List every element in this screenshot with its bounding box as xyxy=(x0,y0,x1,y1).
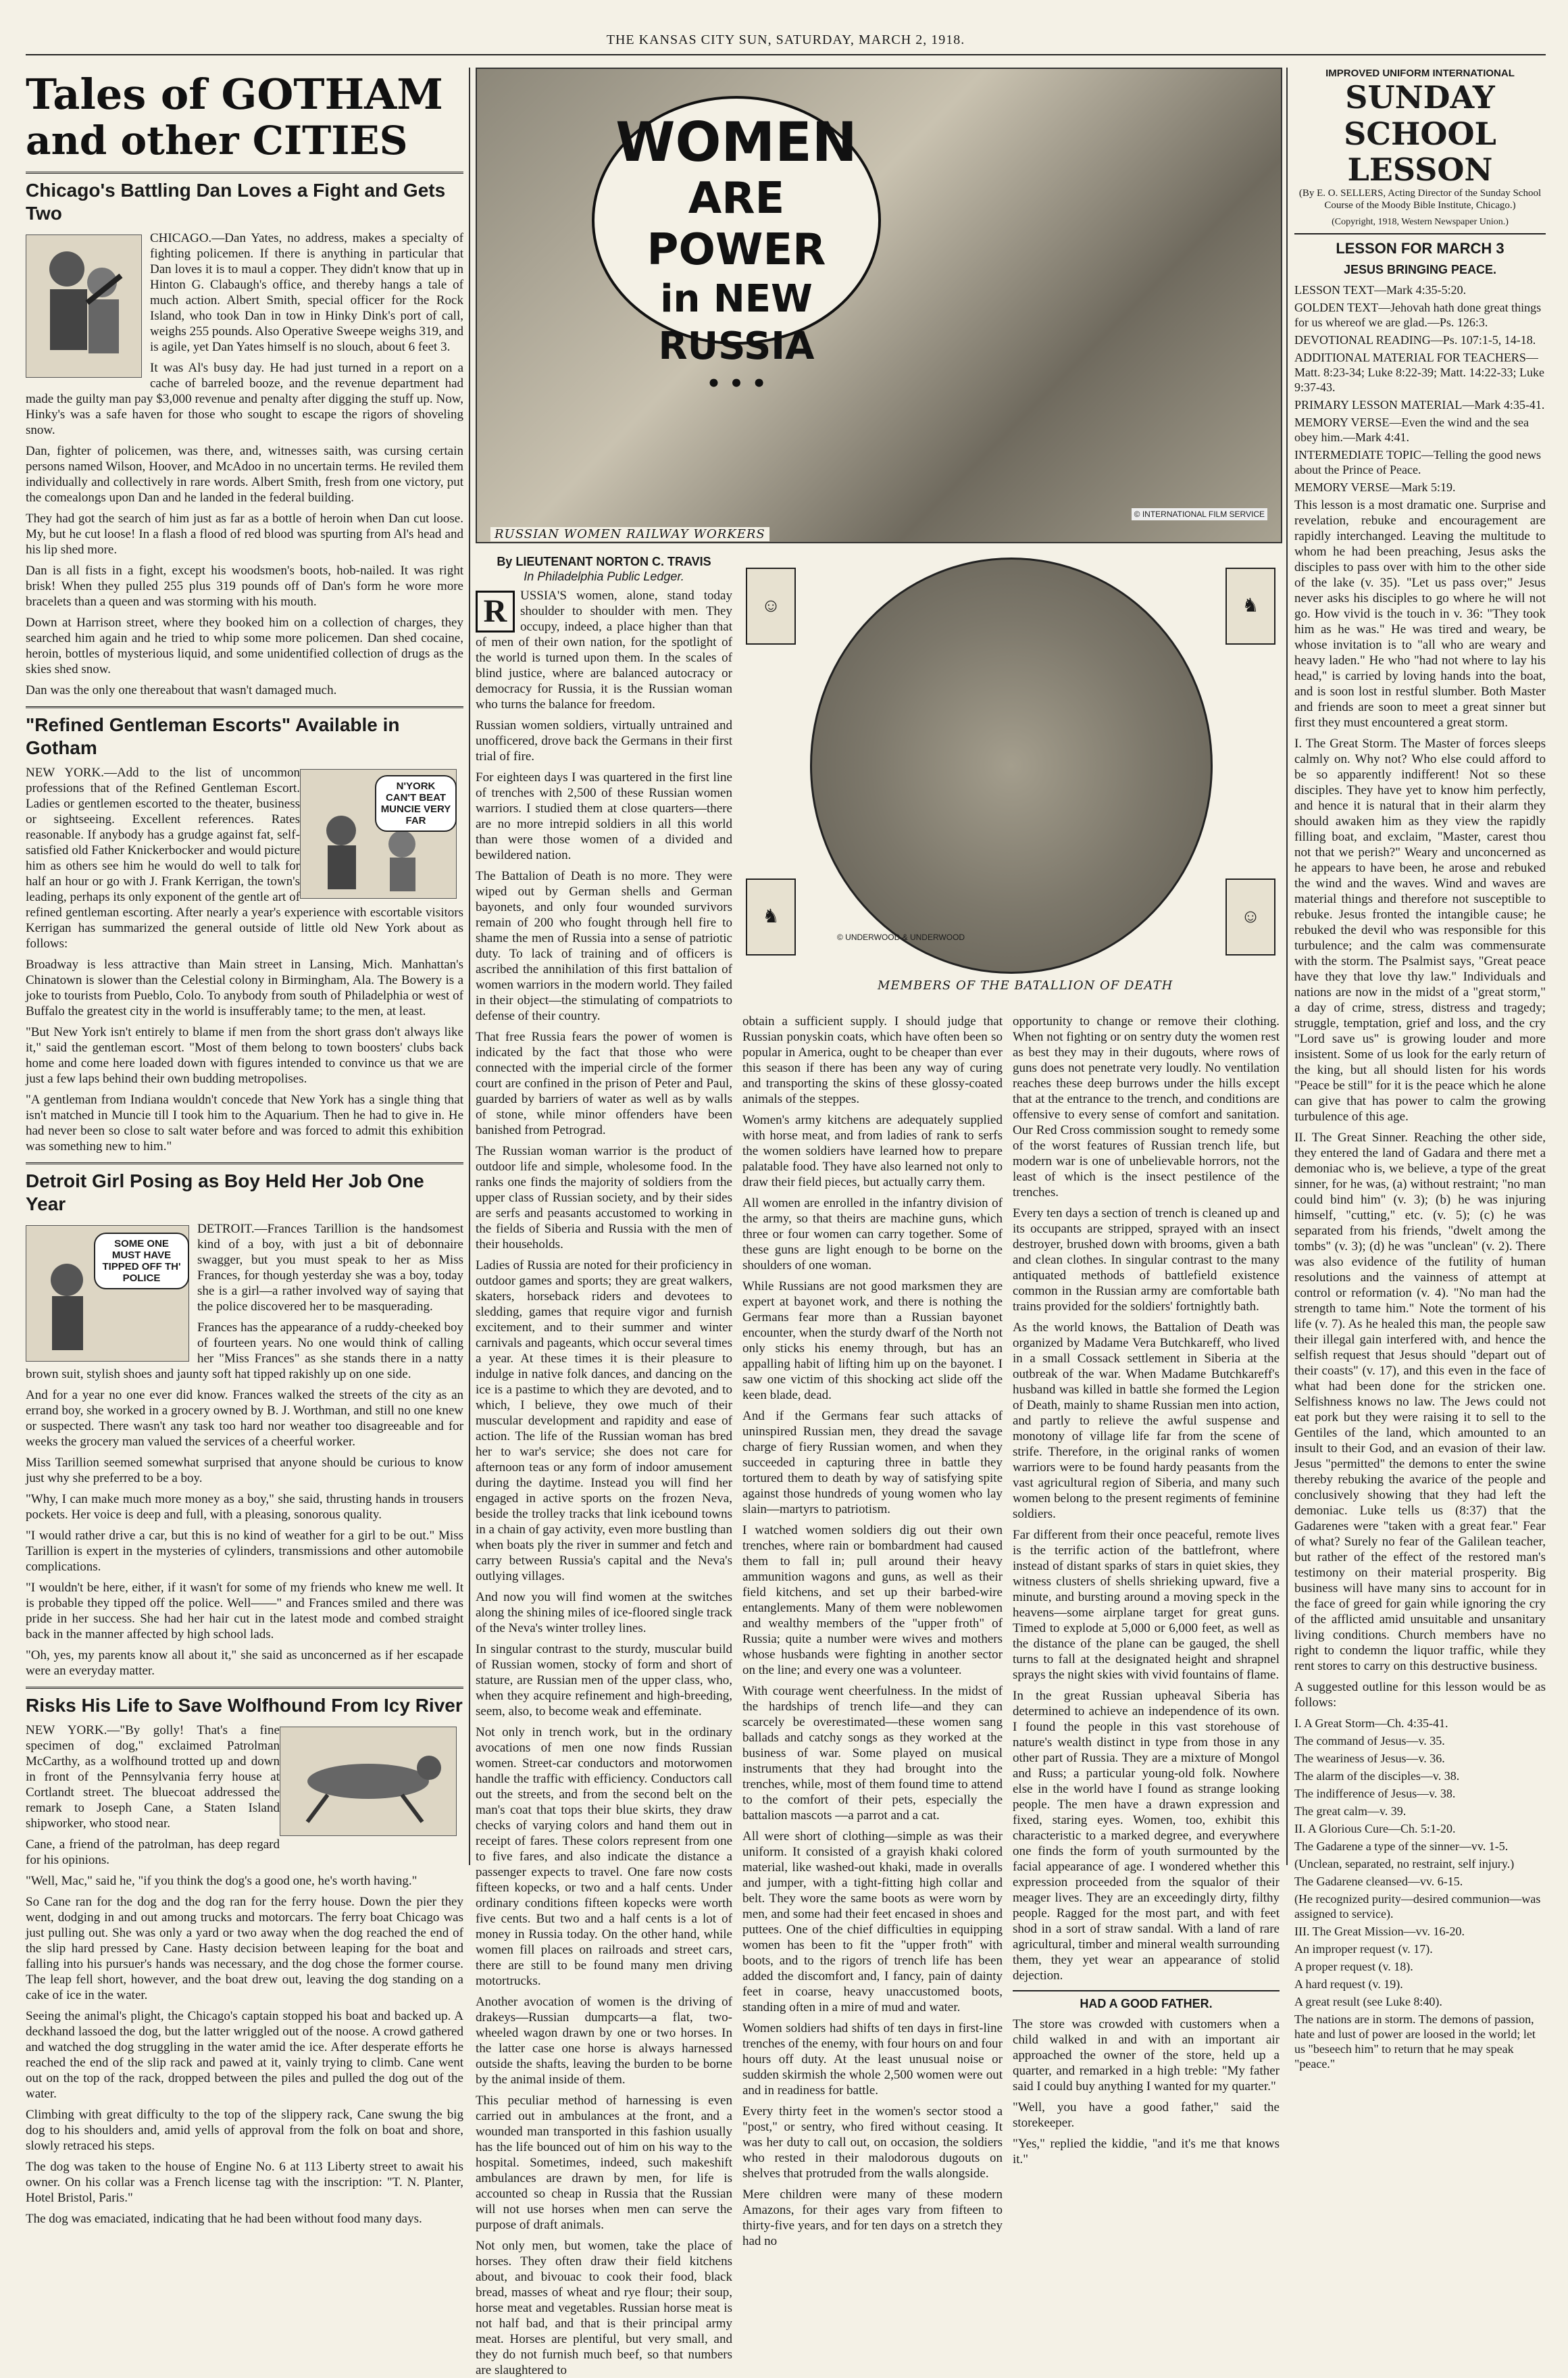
sunday-school-title: SUNDAY SCHOOL xyxy=(1344,79,1496,152)
russia-article-col1 xyxy=(476,554,732,2377)
article-paragraph: The Battalion of Death is no more. They were wiped out by German shells and German bayonets, and only four wounded survivors remain of 200 who fought through hell fire to shame the men of Russia into a sense of patriotic duty. To lack of training and of officers is ascribed the annihilation of this first battalion of women warriors in the modern world. They failed in their object—the stimulating of compatriots to defense of their country. xyxy=(476,869,732,1023)
story-paragraph: "A gentleman from Indiana wouldn't concede that New York has a single thing that isn't matched in Muncie till I took him to the Aquarium. Then he had to give in. He had never been so close to salt water before and was forced to admit this exhibition was something new to him." xyxy=(26,1093,463,1154)
story-detroit xyxy=(26,1162,463,1679)
lesson-text: GOLDEN TEXT—Jehovah hath done great things for us whereof we are glad.—Ps. 126:3. xyxy=(1294,301,1542,329)
newspaper-page xyxy=(26,27,1546,2377)
article-paragraph: And now you will find women at the switches along the shining miles of ice-floored single track of the Neva's winter trolley lines. xyxy=(476,1590,732,1635)
story-paragraph: Cane, a friend of the patrolman, has deep regard for his opinions. xyxy=(26,1837,280,1867)
story-escorts xyxy=(26,706,463,1154)
article-paragraph: For eighteen days I was quartered in the first line of trenches with 2,500 of these Russian women warriors. I studied them at close quarters—there are no more intrepid soldiers in all this world than were those women of a divided and bewildered nation. xyxy=(476,770,732,862)
story-paragraph: So Cane ran for the dog and the dog ran for the ferry house. Down the pier they went, dodging in and out among trucks and motorcars. The ferry boat Chicago was just pulling out. She was only a yard or two away when the dog reached the end of the slip hard pressed by Cane. Hasty decision between leaping for the boat and falling into his pursuer's hands was necessary, and the dog chose the former course. The leap fell short, however, and the boat drew out, leaving the dog standing on a cake of ice in the water. xyxy=(26,1895,463,2002)
dog-cartoon xyxy=(280,1727,457,1836)
lesson-outline xyxy=(1294,1716,1546,2071)
russia-feature xyxy=(476,68,1280,2377)
story-paragraph: "But New York isn't entirely to blame if men from the short grass don't always like it," said the gentleman escort. "Most of them belong to town boosters' clubs back home and come here loaded down with figures intended to convince us that we are just a few laps behind their own budding metropolises. xyxy=(26,1025,463,1086)
feature-title xyxy=(592,96,881,397)
boy-cartoon xyxy=(26,1225,189,1362)
article-paragraph: I watched women soldiers dig out their own trenches, where rain or bombardment had caused them to fall in; pull around their heavy ammunition wagons and guns, as well as their field kitchens, and set up their barbed-wire entanglements. Many of them were noblewomen and wealthy members of the "upper froth" of Russia; quite a number were wives and mothers whose husbands were fighting in another sector on the line; and every one was a volunteer. xyxy=(742,1523,1003,1677)
story-headline: "Refined Gentleman Escorts" Available in Gotham xyxy=(26,706,463,760)
good-father-paragraph: "Well, you have a good father," said the storekeeper. xyxy=(1013,2100,1280,2130)
story-paragraph: NEW YORK.—Add to the list of uncommon professions that of the Refined Gentleman Escort. Ladies or gentlemen escorted to the theater, business or sightseeing. Excellent references. Rates reasonable. If anybody has a grudge against fat, self-satisfied old Father Knickerbocker and would picture him as others see him he would do well to talk for half an hour or go with J. Frank Kerrigan, the town's leading, perhaps its only exponent of the gentle art of refined gentleman escorting. After nearly a year's experience with escortable visitors Kerrigan has summarized the general outside of little old New York about as follows: xyxy=(26,766,463,951)
article-paragraph: The Russian woman warrior is the product of outdoor life and simple, wholesome food. In the ranks one finds the majority of soldiers from the upper class of Russian society, and by their sides are serfs and peasants accustomed to working in the fields of Siberia and Russia with the men of their households. xyxy=(476,1144,732,1252)
story-paragraph: CHICAGO.—Dan Yates, no address, makes a specialty of fighting policemen. If there is anything in particular that Dan loves it is to maul a copper. They didn't know that up in Hinton G. Clabaugh's office, and thereby hangs a tale of much action. Albert Smith, special officer for the Rock Island, who took Dan in tow in Hinky Dink's port of call, weighs 255 pounds. Also Operative Sweepe weighs 319, and is agile, yet Dan Yates himself is no slouch, about 6 feet 3. xyxy=(150,231,463,354)
lesson-text: DEVOTIONAL READING—Ps. 107:1-5, 14-18. xyxy=(1294,333,1536,347)
story-paragraph: "I wouldn't be here, either, if it wasn't for some of my friends who knew me well. It is probable they tipped off the police. Well——" and Frances smiled and there was pride in her success. She had her hair cut in the latest mode and combed straight back in the manner affected by high school lads. xyxy=(26,1581,463,1641)
article-paragraph: Every ten days a section of trench is cleaned up and its occupants are stripped, sprayed with an insect destroyer, brushed down with brooms, given a bath and clean clothes. In singular contrast to the many antiquated methods of battlefield existence common in the Russian army are comfortable bath trains provided for the soldiers' fortnightly bath. xyxy=(1013,1206,1280,1314)
story-headline: Chicago's Battling Dan Loves a Fight and Gets Two xyxy=(26,172,463,225)
lesson-paragraph: II. The Great Sinner. Reaching the other side, they entered the land of Gadara and there met a demoniac who is, we believe, a type of the great sinner, for he was, (a) without restraint; "no man could bind him" (v. 3); (b) he was injuring himself, "cutting," etc. (v. 5); (c) he was separated from his friends, "dwelt among the tombs" (v. 3); (d) he was "unclean" (v. 2). There was also evidence of the futility of human resolutions and the vainness of attempt at control or reformation (v. 4). "No man had the strength to tame him." Note the torment of his life (v. 7). As he healed this man, the people saw their illegal gain interfered with, and hence the selfish request that Jesus should "depart out of their coasts" (v. 17), and this even in the face of what had been done for the stricken one. Selfishness knows no law. The Jews could not eat pork but they were raising it to sell to the Gentiles of the land, which amounted to an insult to their God, and an evasion of their law. Jesus "permitted" the demons to enter the swine thereby rebuking the avarice of the people and conclusively showing that they had left the demoniac. Luke tells us (8:37) that the Gadarenes were "taken with a great fear." Fear of what? Surely no fear of the Galilean teacher, but rather of the effect of the restored man's testimony on their material prosperity. Big business will have many sins to account for in the face of greed for gain while ignoring the cry of the afflicted amid unsuitable and unsanitary living conditions. Church members have no right to condemn the liquor traffic, while they rent stores to carry on this destructive business. xyxy=(1294,1131,1546,1673)
outline-item: II. A Glorious Cure—Ch. 5:1-20. xyxy=(1294,1822,1456,1835)
battalion-credit: © UNDERWOOD & UNDERWOOD xyxy=(837,933,965,942)
lesson-paragraph: I. The Great Storm. The Master of forces sleeps calmly on. Why not? Who else could afford to be so apparently indifferent! Not so these disciples. They have yet to know him perfectly, and hence it is natural that in their alarm they should awaken him as they view the rapidly filling boat, and exclaim, "Master, carest thou not that we perish?" Weary and unconcerned as he appears to have been, he arose and rebuked the wind and the waves. Wind and waves are material things and therefore not susceptible to rebuke. Jesus fronted the intangible cause; he rebuked the devil who was responsible for this turbulence; and the calm was commensurate with the storm. The Psalmist says, "Great peace have they that love thy law." Individuals and nations are now in the midst of a "great storm," a day of crime, stress, distress and tragedy; struggle, temptation, grief and loss, and the cry "Lord save us" is growing louder and more insistent. Some of us look for the early return of the king, but all should listen for his words "Peace be still" for it is the peace which he alone can give that has power to calm the growing turbulence of this age. xyxy=(1294,737,1546,1124)
lesson-text: INTERMEDIATE TOPIC—Telling the good news about the Prince of Peace. xyxy=(1294,448,1542,476)
story-paragraph: "Oh, yes, my parents know all about it," she said as unconcerned as if her escapade were an everyday matter. xyxy=(26,1648,463,1678)
speech-bubble: N'YORK CAN'T BEAT MUNCIE VERY FAR xyxy=(375,775,457,832)
gotham-column xyxy=(26,68,463,2226)
feature-title-line1: WOMEN xyxy=(615,111,857,174)
story-paragraph: Frances has the appearance of a ruddy-cheeked boy of fourteen years. No one would think of calling her "Miss Frances" as she stands there in a natty brown suit, stylish shoes and jaunty soft hat tipped rakishly up on one side. xyxy=(26,1320,463,1381)
article-paragraph: Not only in trench work, but in the ordinary avocations of men one now finds Russian women. Street-car conductors and motorwomen handle the traffic with efficiency. Conductors call out the streets, and from the second belt on the man's coat that tops their blue skirts, they draw checks of varying colors and hand them out in receipt of fares. These colors represent from one to five fares, and also indicate the distance a passenger expects to travel. One fare now costs fifteen kopecks, or two and a half cents. Under ordinary conditions fifteen kopecks were worth five cents. But two and a half cents is a lot of money in Russia today. On the other hand, while women fill places on railroads and street cars, there are still to be found many men driving motortrucks. xyxy=(476,1725,732,1988)
outline-item: (Unclean, separated, no restraint, self injury.) xyxy=(1294,1857,1515,1871)
gotham-title xyxy=(26,72,463,164)
lesson-text: MEMORY VERSE—Even the wind and the sea obey him.—Mark 4:41. xyxy=(1294,416,1529,444)
lesson-title: JESUS BRINGING PEACE. xyxy=(1343,263,1497,276)
fight-cartoon xyxy=(26,234,142,378)
good-father-story xyxy=(1013,1990,1280,2167)
story-headline: Risks His Life to Save Wolfhound From Icy River xyxy=(26,1687,463,1717)
story-paragraph: Dan, fighter of policemen, was there, and, witnesses saith, was cursing certain persons named Wilson, Hoover, and McAdoo in no uncertain terms. He reviled them individually and collectively in rare words. Albert Smith, fresh from one victory, put the comealongs upon Dan and he landed in the federal building. xyxy=(26,444,463,505)
good-father-paragraph: The store was crowded with customers when a child walked in and with an important air approached the owner of the store, held up a quarter, and remarked in a high treble: "My father said I could buy anything I wanted for my quarter." xyxy=(1013,2017,1280,2094)
article-paragraph: Mere children were many of these modern Amazons, for their ages vary from fifteen to thirty-five years, and for ten days on a stretch they had no xyxy=(742,2187,1003,2248)
outline-item: The Gadarene a type of the sinner—vv. 1-5. xyxy=(1294,1839,1509,1853)
outline-item: An improper request (v. 17). xyxy=(1294,1942,1433,1956)
outline-item: A great result (see Luke 8:40). xyxy=(1294,1995,1442,2008)
outline-item: The alarm of the disciples—v. 38. xyxy=(1294,1769,1460,1783)
article-paragraph: obtain a sufficient supply. I should judge that Russian ponyskin coats, which have often been so popular in America, ought to be cheaper than ever this season if there has been any way of curing and transporting the skins of these glossy-coated animals of the steppes. xyxy=(742,1014,1003,1106)
article-paragraph: Every thirty feet in the women's sector stood a "post," or sentry, who fired without ceasing. It was her duty to call out, on occasion, the soldiers who rested in their malodorous dugouts on shelves that protruded from the walls alongside. xyxy=(742,2104,1003,2181)
outline-item: III. The Great Mission—vv. 16-20. xyxy=(1294,1925,1465,1938)
railway-workers-photo xyxy=(476,68,1282,543)
russia-article-col2 xyxy=(742,1014,1003,2248)
lesson-text: LESSON TEXT—Mark 4:35-5:20. xyxy=(1294,283,1467,297)
column-rule xyxy=(469,68,470,1865)
lesson-text: ADDITIONAL MATERIAL FOR TEACHERS—Matt. 8:23-34; Luke 8:22-39; Matt. 14:22-33; Luke 9:37-43. xyxy=(1294,351,1544,394)
lesson-paragraph: This lesson is a most dramatic one. Surprise and revelation, rebuke and encouragement are rapidly interchanged. Leaving the multitude to whom he had been preaching, Jesus asks the disciples to pass over with him to the other side of the lake (v. 35). "Let us pass over;" Jesus never asks his disciples to go where he will not go. How vivid is the touch in v. 36: "They took him as he was." He was tired and weary, be whose invitation is to "all who are weary and heavy laden." He who "had not where to lay his head," is carried by loving hands into the boat, and is soon lost in restful slumber. Both Master and friends are soon to meet a great sinner but first they must encountered a great storm. xyxy=(1294,498,1546,730)
story-paragraph: And for a year no one ever did know. Frances walked the streets of the city as an errand boy, she worked in a grocery owned by B. J. Worthman, and still no one knew or suspected. There wasn't any task too hard nor weather too disagreeable and for weeks the grocery man valued the services of a cheerful worker. xyxy=(26,1388,463,1449)
battalion-caption: MEMBERS OF THE BATALLION OF DEATH xyxy=(878,979,1173,993)
story-paragraph: Dan is all fists in a fight, except his woodsmen's boots, hob-nailed. It was right brisk! When they pulled 255 plus 319 pounds off of Dan's form he wore more bracelets than a queen and was storming with his mouth. xyxy=(26,564,463,609)
story-paragraph: The dog was emaciated, indicating that he had been without food many days. xyxy=(26,2212,422,2226)
story-paragraph: Down at Harrison street, where they booked him on a collection of charges, they searched him again and he tried to whip some more policemen. Dan shed cocaine, heroin, bottles of mysterious liquid, and some unidentified collection of drugs as the skies shed snow. xyxy=(26,616,463,676)
byline-author: By LIEUTENANT NORTON C. TRAVIS xyxy=(497,555,711,568)
lesson-text: MEMORY VERSE—Mark 5:19. xyxy=(1294,480,1456,494)
outline-item: The command of Jesus—v. 35. xyxy=(1294,1734,1445,1748)
battalion-photo xyxy=(810,558,1213,974)
byline-source: In Philadelphia Public Ledger. xyxy=(524,570,684,583)
story-headline: Detroit Girl Posing as Boy Held Her Job One Year xyxy=(26,1162,463,1216)
fighting-men-icon xyxy=(26,235,141,377)
story-paragraph: "I would rather drive a car, but this is no kind of weather for a girl to be out." Miss Tarillion is expert in the mysteries of cylinders, transmissions and other automobile complications. xyxy=(26,1529,463,1574)
article-paragraph: That free Russia fears the power of women is indicated by the fact that those who were connected with the imperial circle of the former court are confined in the prison of Peter and Paul, guarded by barriers of water as well as by walls of stone, while minor offenders have been banished from Petrograd. xyxy=(476,1030,732,1137)
story-paragraph: Seeing the animal's plight, the Chicago's captain stopped his boat and backed up. A deckhand lassoed the dog, but the latter wriggled out of the noose. A crowd gathered and watched the dog struggling in the water amid the ice. After desperate efforts he reached the end of the slip rack and pawed at it, vainly trying to climb. Cane went out on the top of the rack, dropped between the piles and pulled the dog out of the water. xyxy=(26,2009,463,2101)
story-paragraph: "Why, I can make much more money as a boy," she said, thrusting hands in trousers pockets. Her voice is deep and full, with a pleasing, sonorous quality. xyxy=(26,1492,463,1522)
story-paragraph: The dog was taken to the house of Engine No. 6 at 113 Liberty street to await his owner. On his collar was a French license tag with the inscription: "T. N. Planter, Hotel Bristol, Paris." xyxy=(26,2160,463,2205)
feature-title-dots: • • • xyxy=(706,370,767,397)
story-paragraph: It was Al's busy day. He had just turned in a report on a cache of barreled booze, and the revenue department had made the guilty man pay $3,000 revenue and penalty after digging the stuff up. Now, Hinky's was a safe haven for those who sought to escape the rigors of shoveling snow. xyxy=(26,361,463,437)
story-paragraph: They had got the search of him just as far as a bottle of heroin when Dan cut loose. My, but he cut loose! In a flash a flood of red blood was spurting from Al's head and his lip shed more. xyxy=(26,512,463,557)
woman-portrait-icon: ☺ xyxy=(746,568,796,645)
outline-item: The weariness of Jesus—v. 36. xyxy=(1294,1752,1445,1765)
escort-cartoon xyxy=(300,769,457,899)
article-paragraph: All women are enrolled in the infantry division of the army, so that theirs are machine guns, which three or four women can carry together. Some of these guns are light enough to be borne on the shoulders of one woman. xyxy=(742,1196,1003,1272)
outline-item: The great calm—v. 39. xyxy=(1294,1804,1407,1818)
article-paragraph: USSIA'S women, alone, stand today shoulder to shoulder with men. They occupy, indeed, a place higher than that of men of their own nation, for the spotlight of the world is turned upon them. In the scales of blind justice, where are balanced autocracy or democracy for Russia, it is the Russian woman who turns the balance for freedom. xyxy=(476,589,732,712)
speech-bubble: SOME ONE MUST HAVE TIPPED OFF TH' POLICE xyxy=(94,1233,189,1289)
article-paragraph: Russian women soldiers, virtually untrained and unofficered, drove back the Germans in their first trial of fire. xyxy=(476,718,732,764)
outline-item: (He recognized purity—desired communion—was assigned to service). xyxy=(1294,1892,1541,1921)
good-father-paragraph: "Yes," replied the kiddie, "and it's me that knows it." xyxy=(1013,2137,1280,2166)
article-paragraph: All were short of clothing—simple as was their uniform. It consisted of a grayish khaki colored material, like washed-out khaki, made in overalls and jumper, with a tight-fitting high collar and belt. They wore the same boots as were worn by men, and some had their feet encased in shoes and puttees. One of the chief difficulties in equipping women has been to fit the "upper froth" with boots, and to the rigors of trench life has been added the discomfort and, I fancy, pain of dainty feet in coarse, heavy unaccustomed boots, standing often in a mire of mud and water. xyxy=(742,1829,1003,2014)
story-paragraph: Miss Tarillion seemed somewhat surprised that anyone should be curious to know just why she preferred to be a boy. xyxy=(26,1456,463,1485)
article-paragraph: Another avocation of women is the driving of drakeys—Russian dumpcarts—a flat, two-wheeled wagon drawn by one or two horses. In the latter case one horse is always harnessed outside the shafts, leaving the burden to be borne by the animal inside of them. xyxy=(476,1995,732,2087)
article-paragraph: Women's army kitchens are adequately supplied with horse meat, and from ladies of rank to serfs the women soldiers have learned how to prepare palatable food. They have also learned not only to draw their field pieces, but actually carry them. xyxy=(742,1113,1003,1189)
gotham-title-line2: and other CITIES xyxy=(26,118,408,164)
article-paragraph: Far different from their once peaceful, remote lives is the terrific action of the battlefront, where instead of distant sparks of stars in quiet skies, they witness clusters of shells shrieking upward, five a minute, and bursting around a moving speck in the heavens—some airplane target for great guns. Timed to explode at 5,000 or 6,000 feet, as well as the distance of the plane can be gauged, the shell turns to fall at the designated height and shrapnel sprays the night skies with vivid fountains of flame. xyxy=(1013,1528,1280,1682)
sunday-school-kicker: IMPROVED UNIFORM INTERNATIONAL xyxy=(1325,68,1515,79)
article-paragraph: As the world knows, the Battalion of Death was organized by Madame Vera Butchkareff, who lived in a small Cossack settlement in Siberia at the outbreak of the war. When Madame Butchkareff's husband was killed in battle she formed the Legion of Death, mainly to shame Russian men into action, and partly to relieve the awful suspense and monotony of village life far from the scene of strife. Therefore, in the original ranks of women warriors were to be found hardy peasants from the vast agricultural region of Siberia, and many such women belong to the present regiments of feminine soldiers. xyxy=(1013,1320,1280,1521)
bear-emblem-icon: ♞ xyxy=(1225,568,1275,645)
good-father-headline: HAD A GOOD FATHER. xyxy=(1080,1997,1213,2010)
story-wolfhound xyxy=(26,1687,463,2227)
outline-item: The indifference of Jesus—v. 38. xyxy=(1294,1787,1456,1800)
lesson-paragraph: A suggested outline for this lesson would be as follows: xyxy=(1294,1680,1546,1710)
masthead: THE KANSAS CITY SUN, SATURDAY, MARCH 2, 1918. xyxy=(26,27,1546,55)
outline-item: A hard request (v. 19). xyxy=(1294,1977,1403,1991)
sunday-school-copyright: (Copyright, 1918, Western Newspaper Union.) xyxy=(1332,217,1509,227)
article-paragraph: Ladies of Russia are noted for their proficiency in outdoor games and sports; they are great walkers, skaters, horseback riders and devotees to sledding, games that require vigor and furnish excitement, and to their summer and winter carnivals and pageants, which occur several times a year. At these times it is their pleasure to indulge in native folk dances, and dancing on the ice is a pastime to which they are devoted, and to which, I believe, they owe much of their muscular development and rapidity and ease of action. The life of the Russian woman has bred her to war's service; she does not care for afternoon teas or any form of indoor amusement during the daytime. Instead you will find her engaged in active sports on the frozen Neva, beside the trolley tracks that link icebound towns in a chain of gay activity, even more bustling than when boats ply the river in summer and fetch and carry between Russia's capital and the Neva's outlying villages. xyxy=(476,1258,732,1583)
battalion-photo-frame xyxy=(742,554,1280,1000)
sunday-school-author: (By E. O. SELLERS, Acting Director of the Sunday School Course of the Moody Bible Institute, Chicago.) xyxy=(1298,188,1542,211)
article-paragraph: In the great Russian upheaval Siberia has determined to achieve an independence of its own. I found the people in this vast storehouse of nature's wealth distinct in type from those in any other part of Russia. They are a mixture of Mongol and Russ; a particular young-old folk. Nowhere else in the world have I found as strange looking people. The men have a drawn expression and fixed, staring eyes. Women, too, exhibit this characteristic to a marked degree, and everywhere one finds the form of youth surmounted by the facial appearance of age. I wondered whether this expression proceeded from the squalor of their meager lives. They are an exceedingly dirty, filthy people. Ragged for the most part, and with feet shod in a sort of straw sandal. With a land of rare agricultural, timber and mineral wealth surrounding them, they yet wear an appearance of stolid dejection. xyxy=(1013,1689,1280,1983)
gotham-title-line1: Tales of GOTHAM xyxy=(26,70,443,119)
photo-caption: RUSSIAN WOMEN RAILWAY WORKERS xyxy=(490,527,769,541)
outline-item: The Gadarene cleansed—vv. 6-15. xyxy=(1294,1875,1463,1888)
article-paragraph: With courage went cheerfulness. In the midst of the hardships of trench life—and they can scarcely be overestimated—these women sang ballads and catchy songs as they worked at the business of war. Some played on musical instruments that they had brought into the trenches, while, most of them found time to attend to the comfort of their pets, especially the battalion mascots —a parrot and a cat. xyxy=(742,1684,1003,1823)
bear-emblem-icon: ♞ xyxy=(746,878,796,956)
article-paragraph: And if the Germans fear such attacks of uninspired Russian men, they dread the savage charge of fiery Russian women, and when they succeeded in capturing three in battle they tortured them to death by way of satisfying spite against those hundreds of young women who lay slain—martyrs to patriotism. xyxy=(742,1409,1003,1516)
story-paragraph: Dan was the only one thereabout that wasn't damaged much. xyxy=(26,683,337,697)
sunday-school-column xyxy=(1294,68,1546,2071)
wolfhound-icon xyxy=(280,1727,456,1835)
lesson-date: LESSON FOR MARCH 3 xyxy=(1294,233,1546,257)
article-paragraph: In singular contrast to the sturdy, muscular build of Russian women, stocky of form and short of stature, are Russian men of the upper class, who, when they acquire refinement and high-breeding, seem, also, to become weak and effeminate. xyxy=(476,1642,732,1718)
story-chicago xyxy=(26,172,463,698)
story-paragraph: DETROIT.—Frances Tarillion is the handsomest kind of a boy, with just a bit of debonnaire swagger, but you must speak to her as Miss Frances, for though yesterday she was a boy, today she is a girl—a rather involved way of saying that the police discovered her to be masquerading. xyxy=(197,1222,463,1314)
column-rule xyxy=(1286,68,1288,1865)
article-paragraph: opportunity to change or remove their clothing. When not fighting or on sentry duty the women rest as best they may in their dugouts, where rows of guns does not penetrate very loudly. No ventilation reaches these deep burrows under the hills except that at the entrance to the trench, and conditions are offensive to every sense of comfort and sanitation. Our Red Cross commission sought to remedy some of the worst features of Russian trench life, but modern war is one of unbelievable horrors, not the least of which is the insect pestilence of the trenches. xyxy=(1013,1014,1280,1199)
story-paragraph: "Well, Mac," said he, "if you think the dog's a good one, he's worth having." xyxy=(26,1874,418,1888)
lesson-text: PRIMARY LESSON MATERIAL—Mark 4:35-41. xyxy=(1294,398,1545,412)
photo-credit: © INTERNATIONAL FILM SERVICE xyxy=(1132,508,1267,520)
soldier-portrait-icon: ☺ xyxy=(1225,878,1275,956)
outline-item: I. A Great Storm—Ch. 4:35-41. xyxy=(1294,1716,1448,1730)
article-paragraph: This peculiar method of harnessing is even carried out in ambulances at the front, and a wounded man transported in this fashion usually has the life bounced out of him on his way to the hospital. Sometimes, indeed, such makeshift ambulances are drawn by men, for life is accounted so cheap in Russia that the Russian will not use horses when men can serve the purpose of draft animals. xyxy=(476,2094,732,2232)
article-paragraph: While Russians are not good marksmen they are expert at bayonet work, and there is nothing the Germans fear more than a Russian bayonet encounter, when the sturdy dwarf of the North not only sticks his enemy through, but has an appalling habit of lifting him up on the bayonet. I saw one victim of this shocking act slide off the keen blade, dead. xyxy=(742,1279,1003,1402)
outline-item: A proper request (v. 18). xyxy=(1294,1960,1413,1973)
feature-title-line2: ARE POWER xyxy=(647,174,826,275)
story-paragraph: Broadway is less attractive than Main street in Lansing, Mich. Manhattan's Chinatown is slower than the Celestial colony in Birmingham, Ala. The Bowery is a joke to tourists from Pueblo, Colo. To anybody from south of Philadelphia or west of Buffalo the greatest city in the world is insufferably tame; to the men, at least. xyxy=(26,958,463,1018)
feature-title-line3: in NEW RUSSIA xyxy=(658,277,815,368)
article-paragraph: Women soldiers had shifts of ten days in first-line trenches of the enemy, with four hours on and four hours off duty. At the least unusual noise or sudden skirmish the whole 2,500 women were out and in readiness for battle. xyxy=(742,2021,1003,2098)
drop-cap: R xyxy=(476,591,515,633)
article-paragraph: Not only men, but women, take the place of horses. They often draw their field kitchens about, and bivouac to cook their food, black bread, masses of wheat and rye flour; their soup, horse meat and vegetables. Russian horse meat is not half bad, and that is their principal army meat. Horses are plentiful, but very small, and they do not furnish much beef, so that numbers are slaughtered to xyxy=(476,2239,732,2377)
story-paragraph: Climbing with great difficulty to the top of the slippery rack, Cane swung the big dog to his shoulders and, amid yells of approval from the folk on boat and shore, slowly retraced his steps. xyxy=(26,2108,463,2153)
russia-article-col3 xyxy=(1013,1014,1280,2166)
outline-item: The nations are in storm. The demons of passion, hate and lust of power are loosed in the world; let us "beseech him" to return that he may speak "peace." xyxy=(1294,2012,1536,2071)
story-paragraph: NEW YORK.—"By golly! That's a fine specimen of dog," exclaimed Patrolman McCarthy, as a wolfhound trotted up and down in front of the Pennsylvania ferry house at Cortlandt street. The bluecoat addressed the remark to Joseph Cane, a Staten Island shipworker, who stood near. xyxy=(26,1723,280,1831)
sunday-school-title2: LESSON xyxy=(1347,151,1493,188)
